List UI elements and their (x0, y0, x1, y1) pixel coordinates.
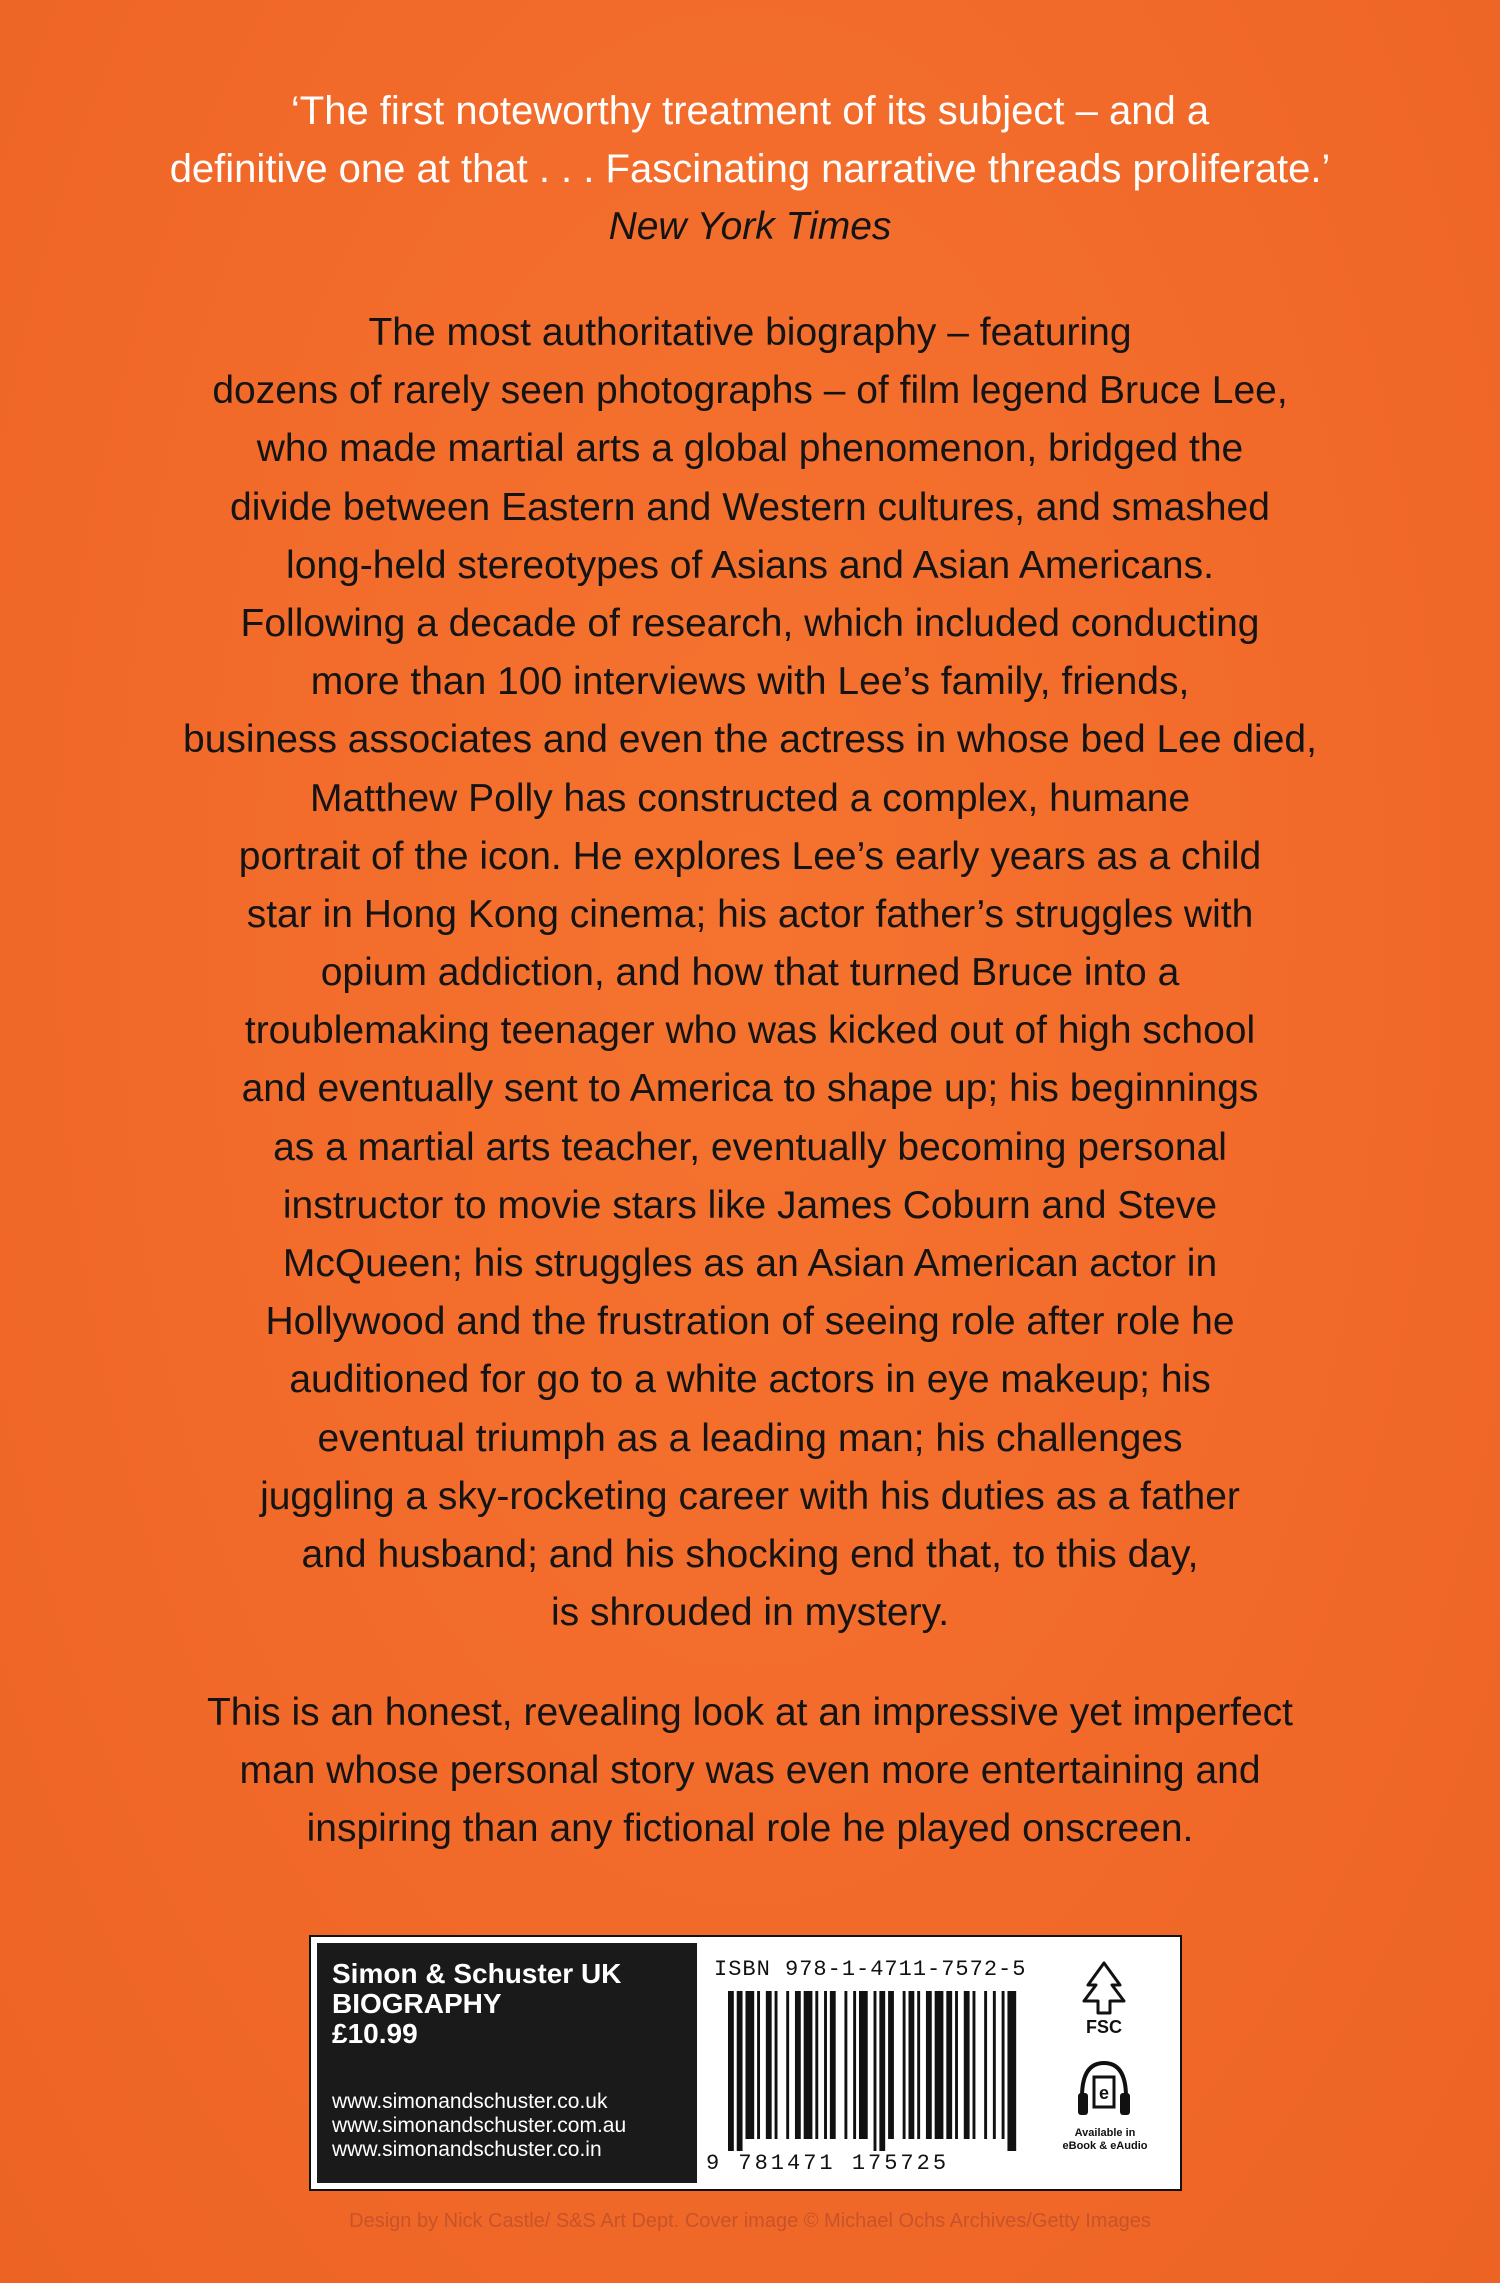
blurb-line: and husband; and his shocking end that, to this day, (301, 1532, 1199, 1576)
quote-line: ‘The first noteworthy treatment of its subject – and a (290, 89, 1210, 133)
blurb-line: dozens of rarely seen photographs – of film legend Bruce Lee, (212, 369, 1288, 413)
blurb-line: more than 100 interviews with Lee’s family, friends, (310, 660, 1190, 704)
publisher-url-uk: www.simonandschuster.co.uk (332, 2090, 608, 2113)
blurb-line: Hollywood and the frustration of seeing role after role he (265, 1300, 1235, 1344)
blurb-line: auditioned for go to a white actors in eye makeup; his (289, 1358, 1211, 1402)
blurb-line: Matthew Polly has constructed a complex, humane (309, 776, 1191, 820)
category-label: BIOGRAPHY (332, 1988, 502, 2019)
barcode-digits: 9 781471 175725 (706, 2151, 950, 2176)
blurb-line: who made martial arts a global phenomenon, bridged the (256, 427, 1244, 471)
blurb-closing (40, 1684, 1460, 1859)
blurb-line: juggling a sky-rocketing career with his duties as a father (260, 1474, 1240, 1518)
blurb-line: divide between Eastern and Western cultures, and smashed (230, 485, 1270, 529)
blurb-line: long-held stereotypes of Asians and Asian Americans. (286, 543, 1214, 587)
blurb-line: is shrouded in mystery. (550, 1591, 950, 1635)
publisher-url-au: www.simonandschuster.com.au (332, 2114, 627, 2137)
design-credits: Design by Nick Castle/ S&S Art Dept. Cover image © Michael Ochs Archives/Getty Images (349, 2210, 1151, 2232)
blurb-line: and eventually sent to America to shape up; his beginnings (241, 1067, 1259, 1111)
imprint-info-box (317, 1943, 697, 2183)
blurb-line: inspiring than any fictional role he played onscreen. (306, 1807, 1194, 1851)
fsc-logo-icon (1074, 1959, 1134, 2039)
blurb-line: opium addiction, and how that turned Bruce into a (320, 951, 1180, 995)
blurb-line: Following a decade of research, which included conducting (240, 601, 1260, 645)
blurb-line: eventual triumph as a leading man; his challenges (317, 1416, 1183, 1460)
blurb-line: business associates and even the actress in whose bed Lee died, (183, 718, 1317, 762)
isbn-label: ISBN 978-1-4711-7572-5 (714, 1957, 1027, 1982)
barcode-area (702, 1943, 1164, 2183)
blurb-main (40, 304, 1460, 1642)
blurb-line: This is an honest, revealing look at an impressive yet imperfect (206, 1691, 1293, 1734)
blurb-line: portrait of the icon. He explores Lee’s early years as a child (238, 834, 1262, 878)
ebook-label: Available in eBook & eAudio (1062, 2127, 1148, 2152)
blurb-line: as a martial arts teacher, eventually becoming personal (273, 1125, 1227, 1169)
quote-line: definitive one at that . . . Fascinating narrative threads proliferate.’ (169, 147, 1331, 191)
blurb-line: star in Hong Kong cinema; his actor father’s struggles with (246, 892, 1254, 936)
fsc-text: FSC (1086, 2017, 1122, 2037)
barcode-icon (728, 1991, 1022, 2151)
publisher-url-in: www.simonandschuster.co.in (332, 2138, 602, 2161)
publisher-name: Simon & Schuster UK (332, 1958, 622, 1989)
blurb-line: instructor to movie stars like James Coburn and Steve (282, 1183, 1218, 1227)
price-label: £10.99 (332, 2018, 418, 2049)
blurb-line: The most authoritative biography – featuring (368, 311, 1132, 354)
review-quote (40, 82, 1460, 198)
blurb-line: McQueen; his struggles as an Asian American actor in (282, 1242, 1218, 1285)
ebook-eaudio-icon (1074, 2055, 1134, 2125)
imprint-panel (309, 1935, 1182, 2191)
svg-text:e: e (1098, 2083, 1110, 2103)
quote-source: New York Times (608, 205, 892, 248)
blurb-line: man whose personal story was even more entertaining and (239, 1749, 1261, 1793)
blurb-line: troublemaking teenager who was kicked out of high school (244, 1009, 1256, 1053)
